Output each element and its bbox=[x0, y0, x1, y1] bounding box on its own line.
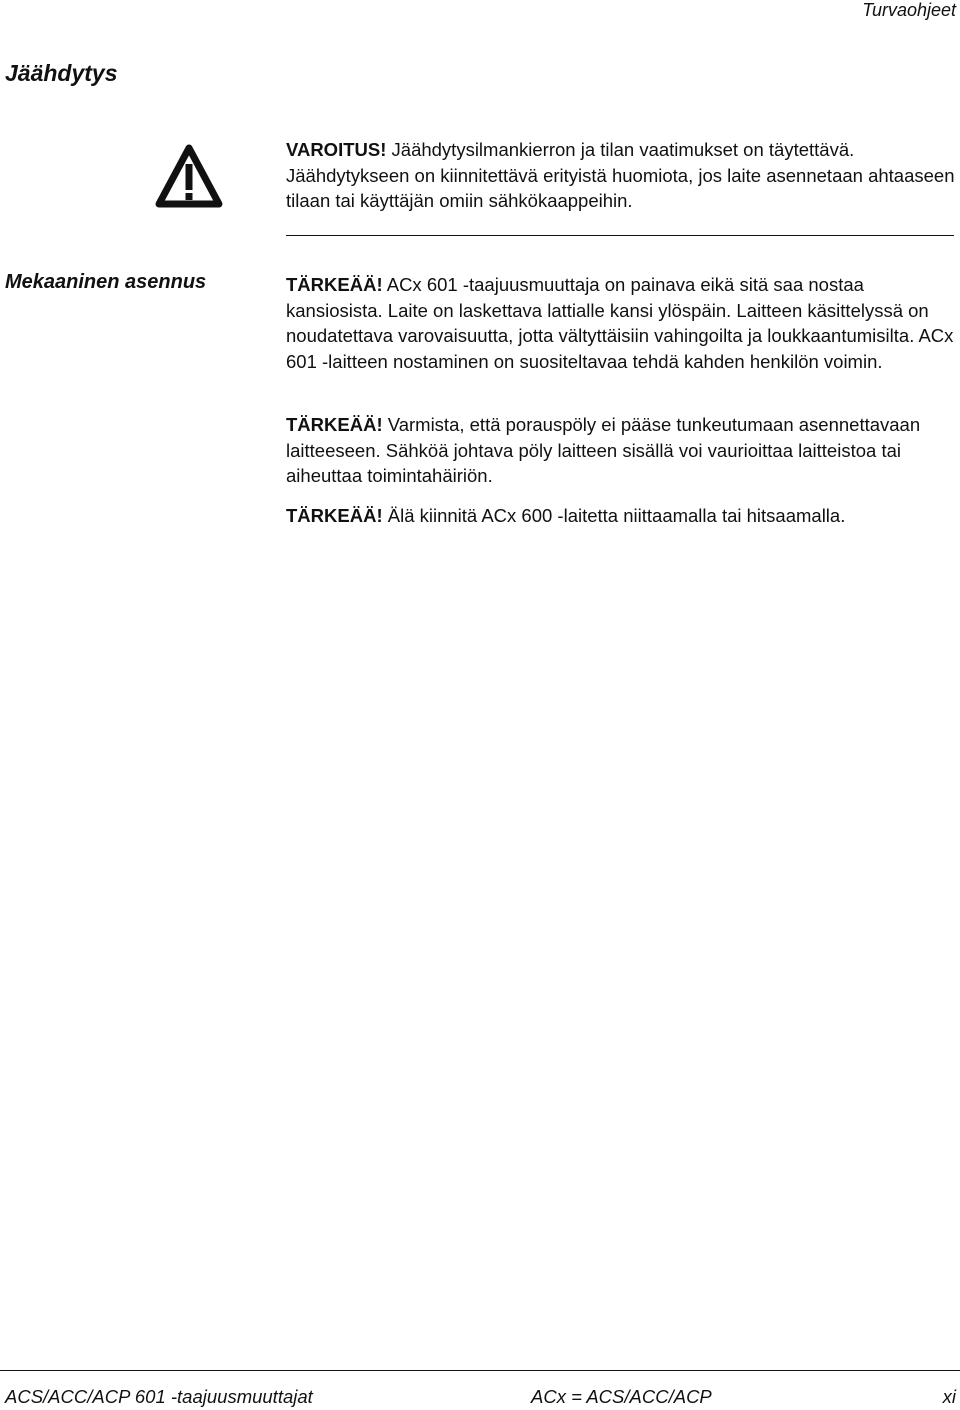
important-label: TÄRKEÄÄ! bbox=[286, 274, 383, 295]
important-label: TÄRKEÄÄ! bbox=[286, 505, 383, 526]
important-label: TÄRKEÄÄ! bbox=[286, 414, 383, 435]
important-text: Älä kiinnitä ACx 600 -laitetta niittaamalla tai hitsaamalla. bbox=[382, 505, 846, 526]
important-note-fastening bbox=[286, 503, 956, 529]
mechanical-installation-heading: Mekaaninen asennus bbox=[5, 271, 207, 293]
warning-paragraph bbox=[286, 137, 956, 214]
section-title: Jäähdytys bbox=[5, 60, 118, 86]
footer-abbreviation: ACx = ACS/ACC/ACP bbox=[531, 1386, 712, 1407]
footer-divider bbox=[0, 1370, 960, 1371]
footer-document-title: ACS/ACC/ACP 601 -taajuusmuuttajat bbox=[5, 1386, 313, 1407]
important-note-lifting bbox=[286, 272, 956, 374]
important-note-drilling-dust bbox=[286, 412, 956, 489]
running-header: Turvaohjeet bbox=[862, 0, 956, 20]
section-divider bbox=[286, 235, 954, 236]
warning-text: Jäähdytysilmankierron ja tilan vaatimukset on täytettävä. Jäähdytykseen on kiinnitettävä erityistä huomiota, jos laite asennetaan ahtaaseen tilaan tai käyttäjän omiin sähkökaappeihin. bbox=[286, 139, 955, 211]
important-text: Varmista, että porauspöly ei pääse tunkeutumaan asennettavaan laitteeseen. Sähköä johtava pöly laitteen sisällä voi vaurioittaa laitteistoa tai aiheuttaa toimintahäiriön. bbox=[286, 414, 921, 486]
warning-label: VAROITUS! bbox=[286, 139, 387, 160]
warning-triangle-icon bbox=[153, 140, 225, 212]
page-number: xi bbox=[942, 1386, 956, 1407]
important-text: ACx 601 -taajuusmuuttaja on painava eikä sitä saa nostaa kansiosista. Laite on laskettava lattialle kansi ylöspäin. Laitteen käsittelyssä on noudatettava varovaisuutta, jotta vältyttäisiin vahingoilta ja loukkaantumisilta. ACx 601 -laitteen nostaminen on suositeltavaa tehdä kahden henkilön voimin. bbox=[286, 274, 954, 372]
